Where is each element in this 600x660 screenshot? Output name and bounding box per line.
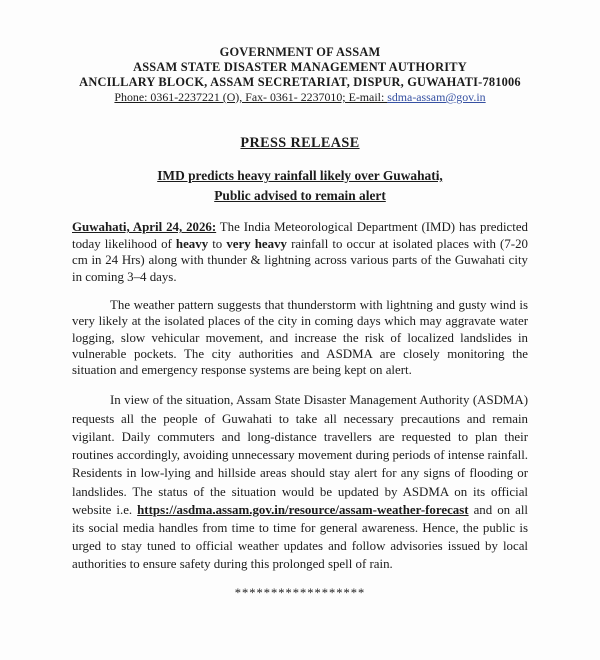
paragraph-1-text-1: The India Meteorological Department (IMD) has predicted today likelihood of (72, 220, 528, 251)
contact-line (0, 90, 600, 105)
asterisk-separator: ****************** (234, 585, 366, 600)
paragraph-1-text-3: rainfall to occur at isolated places with (7-20 cm in 24 Hrs) along with thunder & lightning across various parts of the Guwahati city in coming 3–4 days. (72, 236, 528, 284)
press-release-title: PRESS RELEASE (240, 135, 360, 151)
weather-forecast-link[interactable]: https://asdma.assam.gov.in/resource/assam-weather-forecast (137, 502, 469, 517)
contact-phone-fax: Phone: 0361-2237221 (O), Fax- 0361- 2237010; E-mail: (114, 90, 388, 104)
body-text (72, 219, 528, 574)
email-link[interactable]: sdma-assam@gov.in (387, 90, 486, 104)
headline-line-2: Public advised to remain alert (214, 187, 386, 203)
paragraph-2: The weather pattern suggests that thunderstorm with lightning and gusty wind is very likely at the isolated places of the city in coming days which may aggravate water logging, slow vehicular movement, and increase the risk of localized landslides in vulnerable pockets. The city authorities and ASDMA are closely monitoring the situation and emergency response systems are being kept on alert. (72, 298, 528, 378)
paragraph-1-text-2: to (208, 236, 227, 251)
paragraph-3-text-1: In view of the situation, Assam State Disaster Management Authority (ASDMA) requests all the people of Guwahati to take all necessary precautions and remain vigilant. Daily commuters and long-distance travellers are requested to plan their routines accordingly, avoiding unnecessary movement during periods of intense rainfall. Residents in low-lying and hillside areas should stay alert for any signs of flooding or landslides. The status of the situation would be updated by ASDMA on its official website i.e. (72, 393, 528, 517)
authority-name: ASSAM STATE DISASTER MANAGEMENT AUTHORITY (133, 60, 467, 74)
headline (0, 166, 600, 205)
paragraph-1 (72, 219, 528, 285)
authority-address: ANCILLARY BLOCK, ASSAM SECRETARIAT, DISPUR, GUWAHATI-781006 (79, 75, 521, 89)
title-section (0, 134, 600, 152)
paragraph-3-text-2: and on all its social media handles from time to time for general awareness. Hence, the public is urged to stay tuned to official weather updates and follow advisories issued by local authorities to ensure safety during this prolonged spell of rain. (72, 502, 528, 572)
emphasis-heavy: heavy (175, 236, 209, 251)
letterhead (0, 0, 600, 105)
dateline: Guwahati, April 24, 2026: (72, 220, 217, 234)
paragraph-3 (72, 391, 528, 573)
government-name: GOVERNMENT OF ASSAM (219, 45, 381, 59)
headline-line-1: IMD predicts heavy rainfall likely over Guwahati, (157, 168, 443, 183)
emphasis-very-heavy: very heavy (226, 236, 287, 251)
